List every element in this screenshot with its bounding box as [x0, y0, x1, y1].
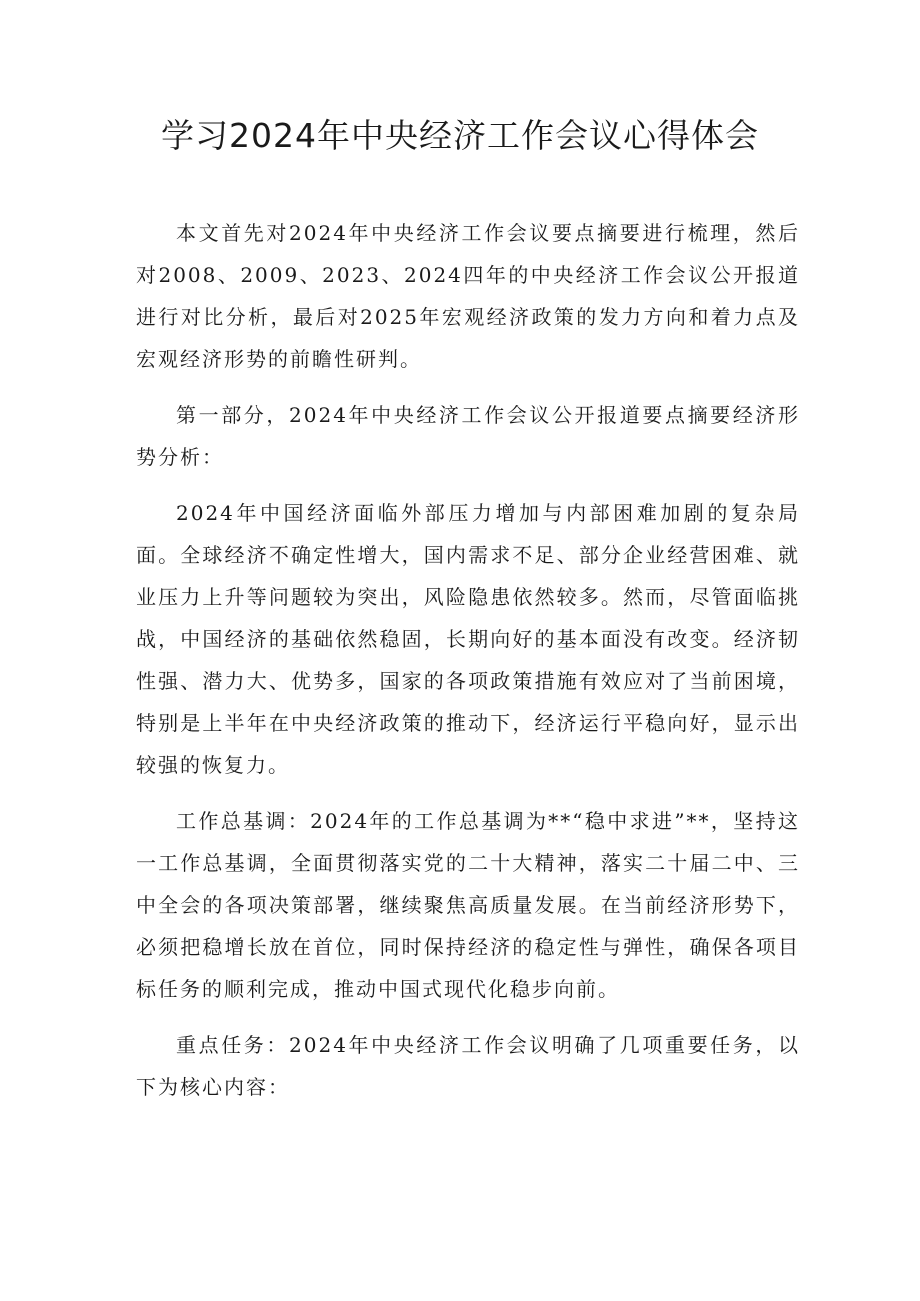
document-title: 学习2024年中央经济工作会议心得体会 [161, 116, 759, 155]
paragraph-work-tone: 工作总基调：2024年的工作总基调为**“稳中求进”**，坚持这一工作总基调，全面贯彻落实党的二十大精神，落实二十届二中、三中全会的各项决策部署，继续聚焦高质量发展。在当前经济形势下，必须把稳增长放在首位，同时保持经济的稳定性与弹性，确保各项目标任务的顺利完成，推动中国式现代化稳步向前。 [136, 809, 800, 1001]
paragraph-part-one-heading: 第一部分，2024年中央经济工作会议公开报道要点摘要经济形势分析： [136, 403, 800, 469]
document-body [136, 212, 800, 1122]
paragraph-intro: 本文首先对2024年中央经济工作会议要点摘要进行梳理，然后对2008、2009、2023、2024四年的中央经济工作会议公开报道进行对比分析，最后对2025年宏观经济政策的发力方向和着力点及宏观经济形势的前瞻性研判。 [136, 221, 800, 371]
paragraph-economic-situation: 2024年中国经济面临外部压力增加与内部困难加剧的复杂局面。全球经济不确定性增大，国内需求不足、部分企业经营困难、就业压力上升等问题较为突出，风险隐患依然较多。然而，尽管面临挑战，中国经济的基础依然稳固，长期向好的基本面没有改变。经济韧性强、潜力大、优势多，国家的各项政策措施有效应对了当前困境，特别是上半年在中央经济政策的推动下，经济运行平稳向好，显示出较强的恢复力。 [136, 501, 800, 777]
paragraph-key-tasks: 重点任务：2024年中央经济工作会议明确了几项重要任务，以下为核心内容： [136, 1033, 800, 1099]
